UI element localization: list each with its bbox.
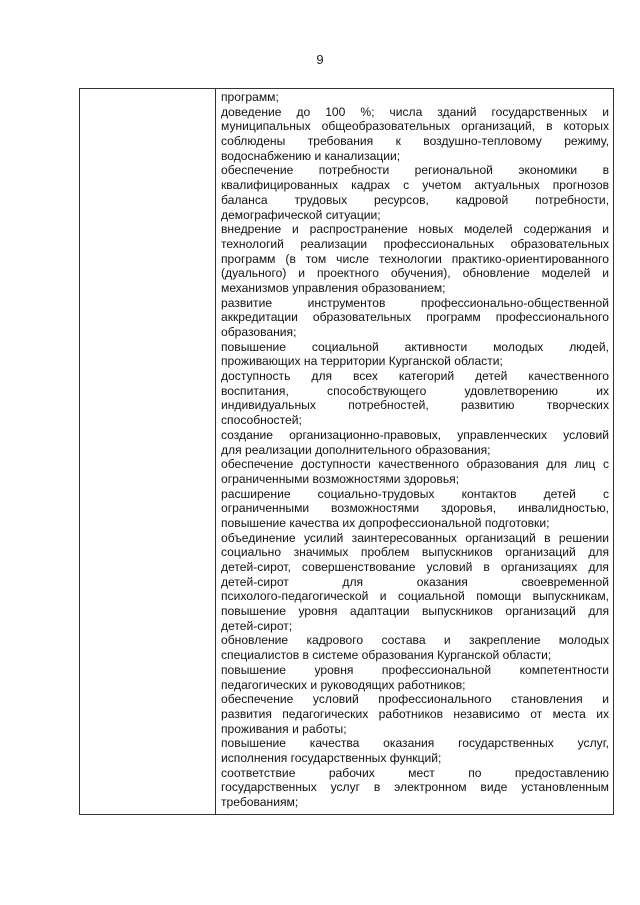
text-line: обеспечение доступности качественного образования для лиц с: [221, 457, 609, 472]
text-line: создание организационно-правовых, управленческих условий: [221, 427, 609, 442]
text-line: технологий реализации профессиональных образовательных: [221, 236, 609, 251]
text-line: внедрение и распространение новых моделей содержания и: [221, 222, 609, 237]
text-line: соблюдены требования к воздушно-тепловому режиму,: [221, 134, 609, 149]
table-right-column: [216, 89, 613, 814]
text-line: детей-сирот для оказания своевременной: [221, 574, 609, 589]
text-line: механизмов управления образованием;: [221, 280, 446, 295]
text-line: повышение социальной активности молодых людей,: [221, 339, 609, 354]
text-line: доведение до 100 %; числа зданий государственных и: [221, 104, 609, 119]
text-line: объединение усилий заинтересованных организаций в решении: [221, 530, 609, 545]
text-line: педагогических и руководящих работников;: [221, 677, 466, 692]
text-line: расширение социально-трудовых контактов детей с: [221, 486, 609, 501]
document-table: [79, 88, 614, 815]
text-line: индивидуальных потребностей, развитию творческих: [221, 398, 609, 413]
text-line: обновление кадрового состава и закрепление молодых: [221, 633, 609, 648]
text-line: проживания и работы;: [221, 721, 347, 736]
text-line: образования;: [221, 325, 297, 339]
text-line: государственных услуг в электронном виде установленным: [221, 780, 609, 795]
text-line: проживающих на территории Курганской области;: [221, 354, 503, 369]
text-line: баланса трудовых ресурсов, кадровой потребности,: [221, 192, 609, 207]
text-line: детей-сирот;: [221, 618, 293, 633]
text-line: квалифицированных кадрах с учетом актуальных прогнозов: [221, 178, 609, 193]
text-line: воспитания, способствующего удовлетворению их: [221, 383, 609, 398]
text-line: водоснабжению и канализации;: [221, 148, 401, 163]
text-line: ограниченными возможностями здоровья, инвалидностью,: [221, 501, 609, 516]
text-line: психолого-педагогической и социальной помощи выпускникам,: [221, 589, 609, 604]
text-line: ограниченными возможностями здоровья;: [221, 471, 460, 486]
text-line: программ;: [221, 90, 279, 104]
text-line: требованиям;: [221, 795, 299, 809]
text-line: повышение уровня профессиональной компетентности: [221, 662, 609, 677]
text-line: обеспечение условий профессионального становления и: [221, 692, 609, 707]
text-line: повышение качества их допрофессиональной подготовки;: [221, 515, 550, 530]
text-line: обеспечение потребности региональной экономики в: [221, 163, 609, 178]
text-line: доступность для всех категорий детей качественного: [221, 369, 609, 384]
text-line: повышение уровня адаптации выпускников организаций для: [221, 604, 609, 619]
text-line: для реализации дополнительного образования;: [221, 442, 491, 457]
text-line: специалистов в системе образования Курганской области;: [221, 648, 552, 663]
text-line: исполнения государственных функций;: [221, 750, 442, 765]
text-line: (дуального) и проектного обучения), обновление моделей и: [221, 266, 609, 281]
text-line: способностей;: [221, 413, 302, 428]
text-line: аккредитации образовательных программ профессионального: [221, 310, 609, 325]
page-number: 9: [316, 52, 324, 67]
text-line: развития педагогических работников независимо от места их: [221, 706, 609, 721]
text-line: программ (в том числе технологии практико-ориентированного: [221, 251, 609, 266]
text-line: детей-сирот, совершенствование условий в организациях для: [221, 560, 609, 574]
text-line: повышение качества оказания государственных услуг,: [221, 736, 609, 751]
text-line: соответствие рабочих мест по предоставлению: [221, 765, 609, 780]
text-line: муниципальных общеобразовательных организаций, в которых: [221, 119, 609, 134]
text-line: социально значимых проблем выпускников организаций для: [221, 545, 609, 560]
table-left-column: [80, 89, 216, 814]
text-line: демографической ситуации;: [221, 207, 381, 222]
text-line: развитие инструментов профессионально-общественной: [221, 295, 609, 310]
